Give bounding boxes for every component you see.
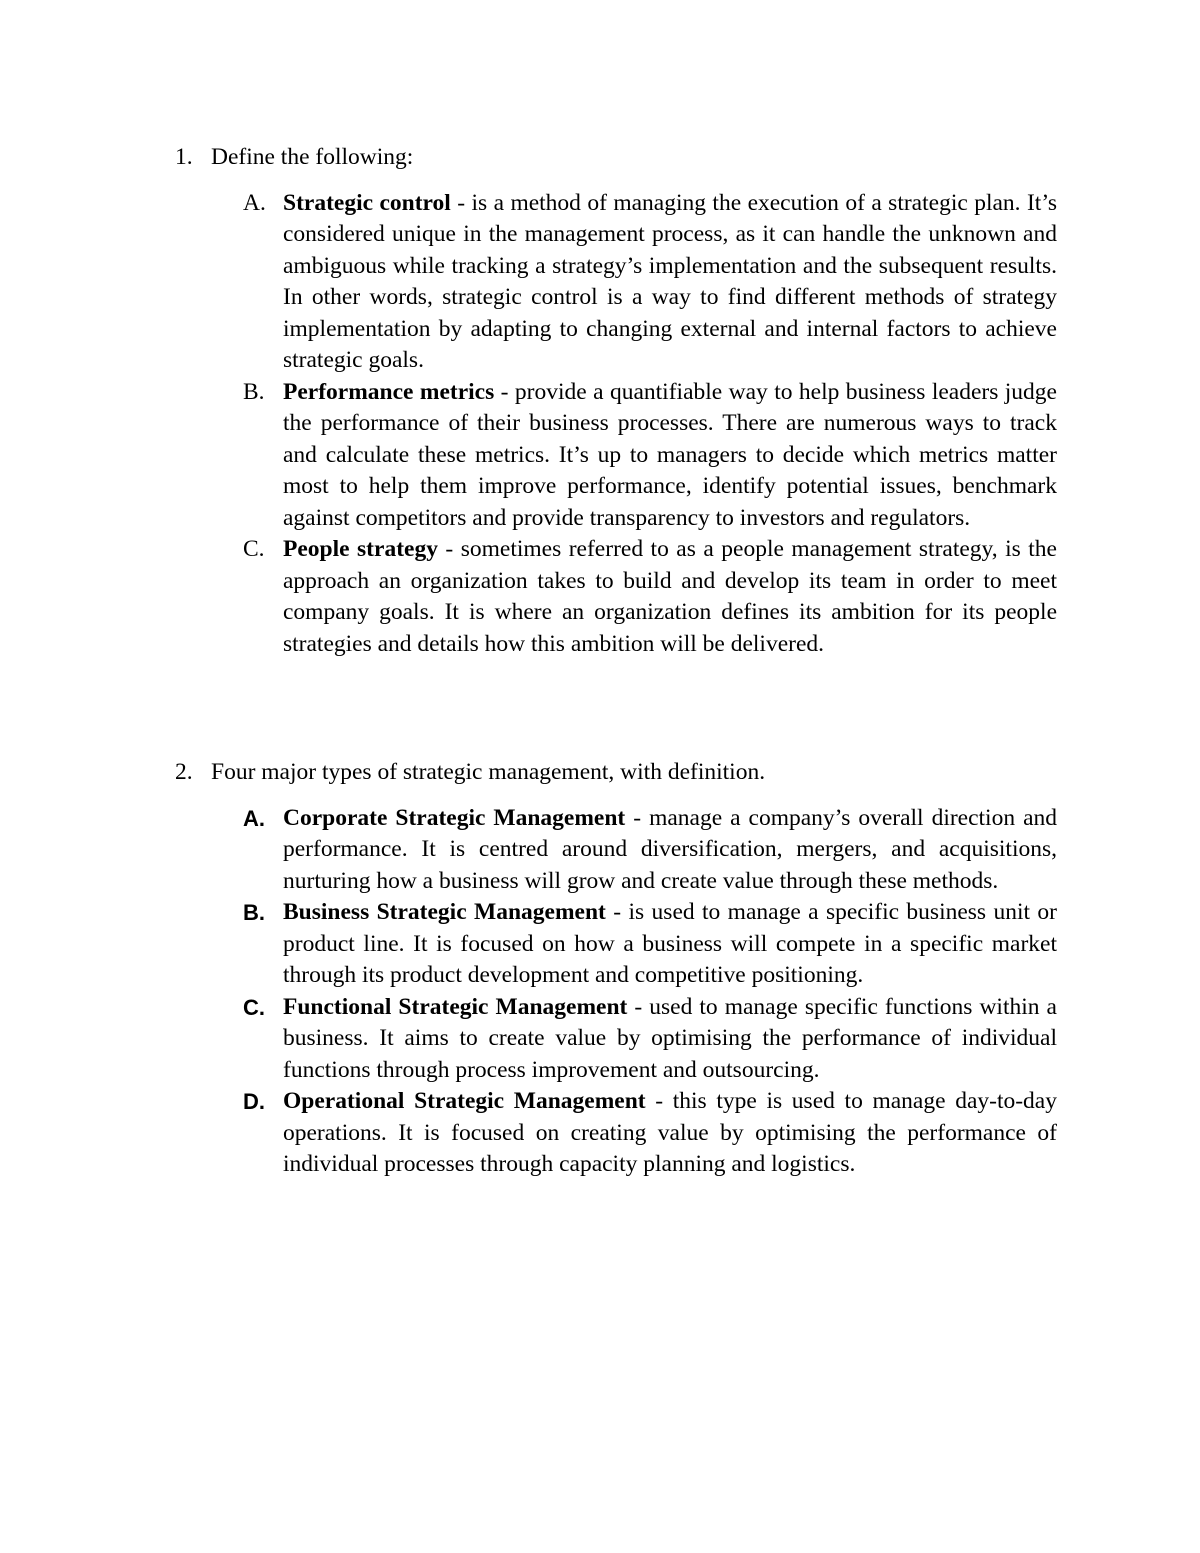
item-term: Performance metrics [283,378,495,405]
item-marker: B. [243,900,265,925]
item-definition: - this type is used to manage day-to-day operations. It is focused on creating value by optimising the performance of individual processes through capacity planning and logistics. [283,1088,1057,1177]
item-definition: - is a method of managing the execution of a strategic plan. It’s considered unique in the management process, as it can handle the unknown and ambiguous while tracking a strategy’s implementation and the subsequent results. In other words, strategic control is a way to find different methods of strategy implementation by adapting to changing external and internal factors to achieve strategic goals. [283,189,1057,373]
item-term: Business Strategic Management [283,899,606,925]
definition-item [243,897,1057,992]
question-text: Define the following: [211,144,414,170]
question-number: 1. [175,144,193,170]
item-marker: C. [243,994,265,1020]
definition-item [243,377,1057,535]
item-definition: - provide a quantifiable way to help business leaders judge the performance of their business processes. There are numerous ways to track and calculate these metrics. It’s up to managers to decide which metrics matter most to help them improve performance, identify potential issues, benchmark against competitors and provide transparency to investors and regulators. [283,378,1057,531]
definition-list [175,188,1065,661]
definition-item [243,188,1057,377]
definition-item [243,534,1057,660]
item-term: People strategy [283,536,438,562]
item-definition: - used to manage specific functions within a business. It aims to create value by optimising the performance of individual functions through process improvement and outsourcing. [283,993,1057,1083]
item-definition: - sometimes referred to as a people management strategy, is the approach an organization takes to build and develop its team in order to meet company goals. It is where an organization defines its ambition for its people strategies and details how this ambition will be delivered. [283,536,1057,657]
question-2 [175,757,1065,1181]
definition-list [175,803,1065,1181]
item-marker: A. [243,805,265,831]
item-marker: B. [243,378,265,405]
definition-item [243,1086,1057,1181]
question-heading [175,757,1065,789]
item-term: Corporate Strategic Management [283,804,626,831]
item-marker: C. [243,536,265,562]
item-term: Functional Strategic Management [283,993,628,1020]
item-definition: - manage a company’s overall direction and performance. It is centred around diversification, mergers, and acquisitions, nurturing how a business will grow and create value through these methods. [283,804,1058,894]
definition-item [243,992,1057,1087]
question-heading [175,142,1065,174]
question-1 [175,142,1065,660]
definition-item [243,803,1058,898]
question-text: Four major types of strategic management, with definition. [211,759,766,785]
item-term: Strategic control [283,189,451,216]
item-marker: D. [243,1089,265,1114]
question-number: 2. [175,759,193,785]
item-marker: A. [243,189,266,216]
item-term: Operational Strategic Management [283,1088,646,1114]
item-definition: - is used to manage a specific business unit or product line. It is focused on how a business will compete in a specific market through its product development and competitive positioning. [283,899,1057,988]
